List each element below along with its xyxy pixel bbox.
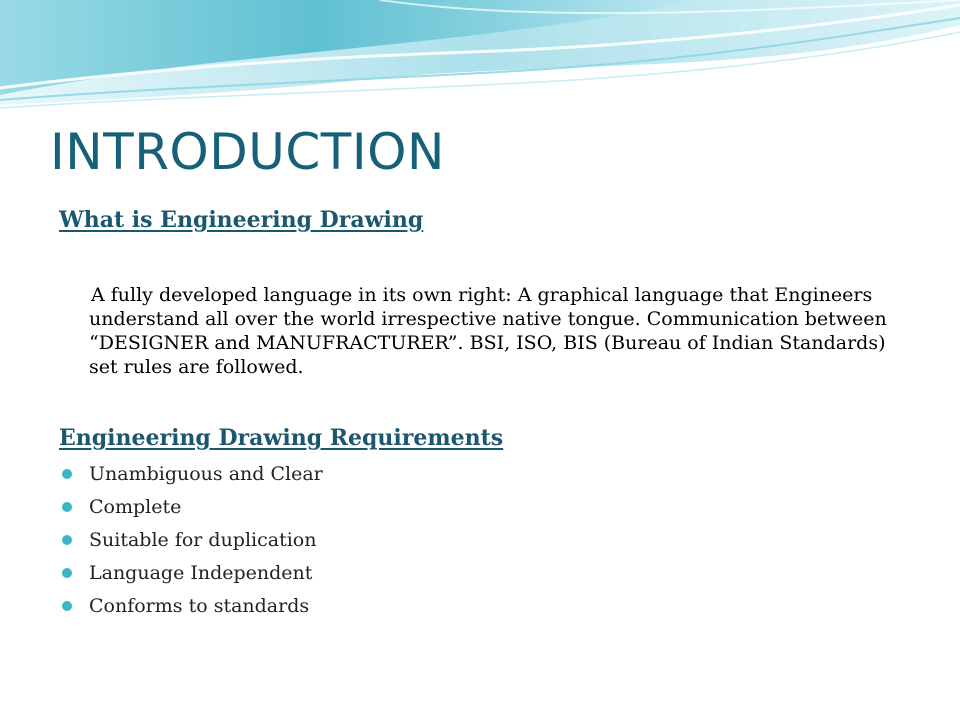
bullet-icon	[62, 601, 72, 611]
list-item-label: Unambiguous and Clear	[89, 463, 323, 485]
list-item-label: Suitable for duplication	[89, 529, 317, 551]
list-item	[62, 493, 323, 526]
section-heading-what-is: What is Engineering Drawing	[59, 207, 424, 233]
bullet-icon	[62, 535, 72, 545]
bullet-icon	[62, 502, 72, 512]
list-item	[62, 592, 323, 625]
requirements-list	[62, 460, 323, 625]
bullet-icon	[62, 469, 72, 479]
list-item-label: Conforms to standards	[89, 595, 310, 617]
definition-paragraph: A fully developed language in its own right: A graphical language that Engineers understand all over the world irrespective native tongue. Communication between “DESIGNER and MANUFRACTURER”. BSI, ISO, BIS (Bureau of Indian Standards) set rules are followed.	[89, 284, 887, 378]
slide-title: INTRODUCTION	[50, 123, 445, 181]
bullet-icon	[62, 568, 72, 578]
list-item-label: Language Independent	[89, 562, 313, 584]
list-item	[62, 559, 323, 592]
section-heading-requirements: Engineering Drawing Requirements	[59, 425, 504, 451]
list-item-label: Complete	[89, 496, 182, 518]
list-item	[62, 460, 323, 493]
list-item	[62, 526, 323, 559]
